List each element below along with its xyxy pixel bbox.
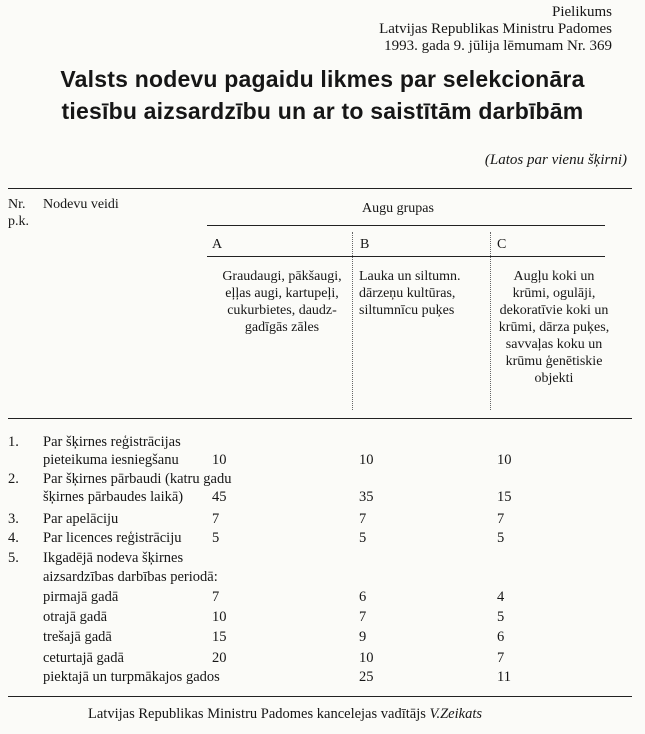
groups-header-rule (207, 225, 605, 226)
appendix-label: Pielikums (551, 4, 612, 20)
year-1-value-a: 7 (212, 589, 220, 605)
group-code-c: C (497, 237, 507, 252)
row-1-nr: 1. (8, 434, 19, 450)
year-2-value-a: 10 (212, 609, 227, 625)
group-codes-rule (207, 256, 605, 257)
year-3-value-a: 15 (212, 629, 227, 645)
column-divider-b-c (490, 232, 492, 410)
table-header-bottom-rule (8, 418, 632, 419)
group-c-description: Augļu koki un krūmi, ogulāji, dekoratīvie koki un krūmi, dārza puķes, savvaļas koku un krūmu ģenētiskie objekti (498, 269, 610, 386)
row-3-nr: 3. (8, 511, 19, 527)
row-4-nr: 4. (8, 530, 19, 546)
table-top-rule (8, 188, 632, 189)
document-title-line-2: tiesību aizsardzību un ar to saistītām darbībām (61, 98, 584, 124)
year-4-value-c: 7 (497, 650, 505, 666)
year-1-value-b: 6 (359, 589, 367, 605)
year-5-plus-value-b: 25 (359, 669, 374, 685)
issuer-line: Latvijas Republikas Ministru Padomes (379, 21, 612, 37)
row-3-value-c: 7 (497, 511, 505, 527)
group-code-b: B (360, 237, 370, 252)
footer-office-title: Latvijas Republikas Ministru Padomes kancelejas vadītājs (88, 706, 426, 722)
year-2-value-b: 7 (359, 609, 367, 625)
row-2-value-b: 35 (359, 489, 374, 505)
row-1-value-c: 10 (497, 452, 512, 468)
row-3-value-a: 7 (212, 511, 220, 527)
year-3-label: trešajā gadā (43, 629, 112, 645)
row-2-value-a: 45 (212, 489, 227, 505)
year-3-value-b: 9 (359, 629, 367, 645)
unit-note: (Latos par vienu šķirni) (484, 152, 627, 168)
row-4-value-b: 5 (359, 530, 367, 546)
group-a-description: Graudaugi, pākšaugi, eļļas augi, kartupeļi, cukurbietes, daudz-gadīgās zāles (222, 269, 342, 335)
row-5-nr: 5. (8, 550, 19, 566)
col-header-pk: p.k. (8, 214, 29, 229)
year-2-value-c: 5 (497, 609, 505, 625)
document-title-line-1: Valsts nodevu pagaidu likmes par selekcionāra (60, 66, 585, 92)
footer-signature-line (88, 706, 482, 723)
row-1-value-a: 10 (212, 452, 227, 468)
table-bottom-rule (8, 696, 632, 697)
row-4-value-c: 5 (497, 530, 505, 546)
year-1-label: pirmajā gadā (43, 589, 119, 605)
row-1-value-b: 10 (359, 452, 374, 468)
row-2-label-line-1: Par šķirnes pārbaudi (katru gadu (43, 471, 232, 487)
row-2-value-c: 15 (497, 489, 512, 505)
col-header-nr: Nr. (8, 197, 26, 212)
decision-reference: 1993. gada 9. jūlija lēmumam Nr. 369 (384, 38, 612, 54)
col-header-plant-groups: Augu grupas (362, 201, 434, 216)
row-5-label-line-2: aizsardzības darbības periodā: (43, 569, 218, 585)
year-4-value-a: 20 (212, 650, 227, 666)
group-b-description: Lauka un siltumn. dārzeņu kultūras, siltumnīcu puķes (359, 269, 461, 318)
row-2-nr: 2. (8, 471, 19, 487)
year-2-label: otrajā gadā (43, 609, 108, 625)
row-3-label: Par apelāciju (43, 511, 119, 527)
row-3-value-b: 7 (359, 511, 367, 527)
year-1-value-c: 4 (497, 589, 505, 605)
year-3-value-c: 6 (497, 629, 505, 645)
year-4-value-b: 10 (359, 650, 374, 666)
row-1-label-line-1: Par šķirnes reģistrācijas (43, 434, 181, 450)
year-5-plus-value-c: 11 (497, 669, 511, 685)
row-5-label-line-1: Ikgadējā nodeva šķirnes (43, 550, 184, 566)
year-4-label: ceturtajā gadā (43, 650, 124, 666)
row-1-label-line-2: pieteikuma iesniegšanu (43, 452, 179, 468)
footer-signatory-name: V.Zeikats (429, 706, 482, 722)
row-4-label: Par licences reģistrāciju (43, 530, 182, 546)
row-4-value-a: 5 (212, 530, 220, 546)
year-5-plus-label: piektajā un turpmākajos gados (43, 669, 220, 685)
row-2-label-line-2: šķirnes pārbaudes laikā) (43, 489, 184, 505)
group-code-a: A (212, 237, 223, 252)
col-header-fee-types: Nodevu veidi (43, 197, 119, 212)
